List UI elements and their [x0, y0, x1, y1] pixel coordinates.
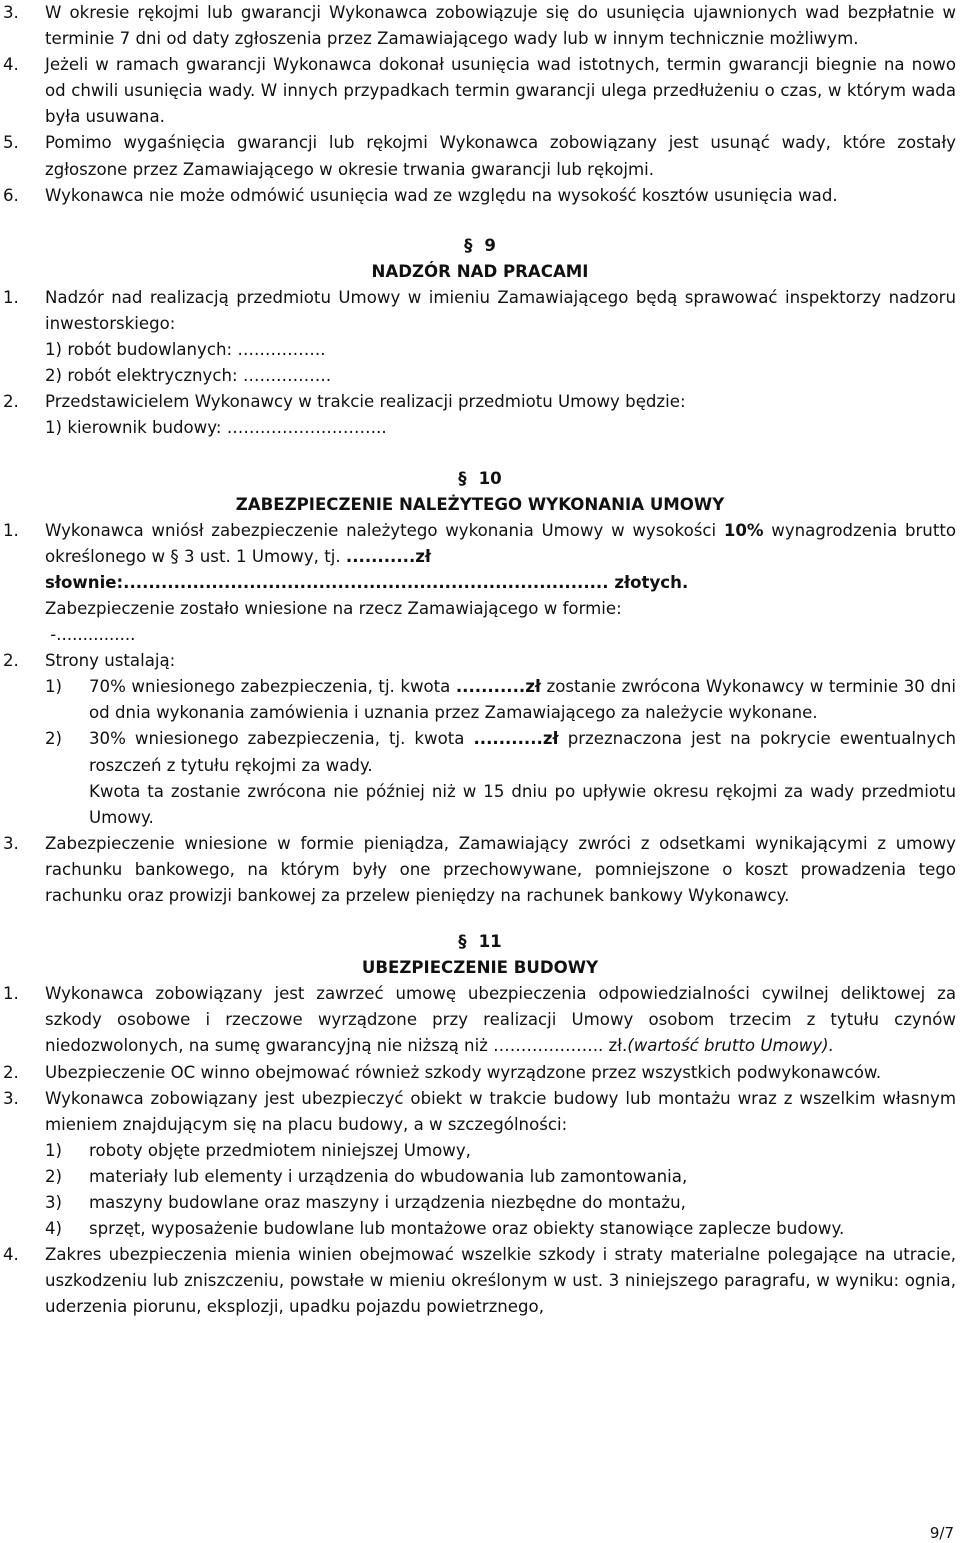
clause-number: 1. [3, 287, 19, 307]
section-number: § 10 [458, 468, 502, 488]
section-10 [0, 466, 960, 910]
sub-item: 2) materiały lub elementy i urządzenia do wbudowania lub zamontowania, [45, 1166, 688, 1186]
clause-number: 1. [3, 520, 19, 540]
section-title: ZABEZPIECZENIE NALEŻYTEGO WYKONANIA UMOWY [235, 494, 725, 514]
clause-number: 6. [3, 185, 19, 205]
clause [0, 1060, 960, 1086]
clause-number: 4. [3, 55, 19, 75]
clause-text: W okresie rękojmi lub gwarancji Wykonawca zobowiązuje się do usunięcia ujawnionych wad bezpłatnie w terminie 7 dni od daty zgłoszenia przez Zamawiającego wady lub w innym technicznie możliwym. [45, 3, 956, 49]
amount-blank: ...........zł [455, 677, 542, 697]
clause-text: Wykonawca zobowiązany jest zawrzeć umowę ubezpieczenia odpowiedzialności cywilnej deliktowej za szkody osobowe i rzeczowe wyrządzone przy realizacji Umowy osobom trzecim z tytułu czynów niedozwolonych, na sumę gwarancyjną nie niższą niż ……………….. zł. [45, 984, 956, 1056]
clause-number: 3. [3, 833, 19, 853]
section-title: NADZÓR NAD PRACAMI [371, 261, 589, 281]
sub-item: 1) 70% wniesionego zabezpieczenia, tj. kwota ...........zł zostanie zwrócona Wykonawcy w terminie 30 dni od dnia wykonania zamówienia i uznania przez Zamawiającego za należycie wykonane. [45, 677, 956, 723]
section-symbol: § [458, 932, 467, 952]
sub-item: 1) kierownik budowy: ……………………….. [45, 418, 387, 438]
sub-item: 1) roboty objęte przedmiotem niniejszej Umowy, [45, 1140, 471, 1160]
clause-text: Zakres ubezpieczenia mienia winien obejmować wszelkie szkody i straty materialne polegające na utracie, uszkodzeniu lub zniszczeniu, powstałe w mieniu określonym w ust. 3 niniejszego paragrafu, w wyniku: ognia, uderzenia piorunu, eksplozji, upadku pojazdu powietrznego, [45, 1245, 956, 1317]
section-number: § 11 [458, 932, 502, 952]
amount-words-blank: słownie:............................................................................. [45, 572, 609, 592]
clause-number: 1. [3, 984, 19, 1004]
sub-item: 2) 30% wniesionego zabezpieczenia, tj. kwota ...........zł przeznaczona jest na pokrycie ewentualnych roszczeń z tytułu rękojmi za wady. Kwota ta zostanie zwrócona nie później niż w 15 dniu po upływie okresu rękojmi za wady przedmiotu Umowy. [45, 729, 956, 827]
clause-number: 5. [3, 133, 19, 153]
clause-number: 4. [3, 1245, 19, 1265]
clause-text: Zabezpieczenie wniesione w formie pieniądza, Zamawiający zwróci z odsetkami wynikającymi z umowy rachunku bankowego, na którym były one przechowywane, pomniejszone o koszt prowadzenia tego rachunku oraz prowizji bankowej za przelew pieniędzy na rachunek bankowy Wykonawcy. [45, 833, 956, 905]
clause-number: 3. [3, 3, 19, 22]
page-number: 9/7 [929, 1524, 954, 1542]
clause-text: Nadzór nad realizacją przedmiotu Umowy w imieniu Zamawiającego będą sprawować inspektorzy nadzoru inwestorskiego: [45, 287, 956, 334]
clause [0, 183, 960, 209]
clause-number: 2. [3, 651, 19, 671]
sub-item: 1) robót budowlanych: ……………. [45, 340, 326, 360]
clause-text: Jeżeli w ramach gwarancji Wykonawca dokonał usunięcia wad istotnych, termin gwarancji biegnie na nowo od chwili usunięcia wady. W innych przypadkach termin gwarancji ulega przedłużeniu o czas, w którym wada była usuwana. [45, 55, 956, 127]
section-title: UBEZPIECZENIE BUDOWY [361, 958, 599, 978]
clause-number: 2. [3, 1062, 19, 1082]
clause [0, 389, 960, 441]
clause [0, 0, 960, 52]
amount-blank: ...........zł [473, 729, 559, 749]
section-symbol: § [170, 546, 179, 566]
section-11 [0, 929, 960, 1320]
clause-text: Ubezpieczenie OC winno obejmować również szkody wyrządzone przez wszystkich podwykonawców. [45, 1062, 882, 1082]
sub-item: 4) sprzęt, wyposażenie budowlane lub montażowe oraz obiekty stanowiące zaplecze budowy. [45, 1219, 845, 1239]
clause: 1. Wykonawca zobowiązany jest zawrzeć umowę ubezpieczenia odpowiedzialności cywilnej deliktowej za szkody osobowe i rzeczowe wyrządzone przy realizacji Umowy osobom trzecim z tytułu czynów niedozwolonych, na sumę gwarancyjną nie niższą niż ……………….. zł.(wartość brutto Umowy). [0, 981, 960, 1059]
clause-number: 3. [3, 1088, 19, 1108]
clause [0, 831, 960, 909]
clause [0, 648, 960, 831]
section-symbol: § [458, 468, 467, 488]
percentage: 10% [723, 520, 764, 540]
clause [0, 130, 960, 182]
form-blank: -............... [50, 625, 136, 645]
clause-text: Pomimo wygaśnięcia gwarancji lub rękojmi Wykonawca zobowiązany jest usunąć wady, które zostały zgłoszone przez Zamawiającego w okresie trwania gwarancji lub rękojmi. [45, 133, 956, 179]
sub-item: 3) maszyny budowlane oraz maszyny i urządzenia niezbędne do montażu, [45, 1193, 686, 1213]
clause-text: Przedstawicielem Wykonawcy w trakcie realizacji przedmiotu Umowy będzie: [45, 392, 686, 412]
clause [0, 52, 960, 130]
sub-item: 2) robót elektrycznych: ……………. [45, 366, 332, 386]
intro-clauses [0, 0, 960, 209]
clause-number: 2. [3, 392, 19, 412]
section-number: § 9 [464, 235, 496, 255]
clause-text: Wykonawca nie może odmówić usunięcia wad ze względu na wysokość kosztów usunięcia wad. [45, 185, 838, 205]
clause: 1. Wykonawca wniósł zabezpieczenie należytego wykonania Umowy w wysokości 10% wynagrodzenia brutto określonego w § 3 ust. 1 Umowy, tj. ...........zł słownie:............................................................................. złotych. Zabezpieczenie zostało wniesione na rzecz Zamawiającego w formie: -............... [0, 518, 960, 648]
clause [0, 285, 960, 389]
clause [0, 1242, 960, 1320]
section-symbol: § [464, 235, 473, 255]
section-9 [0, 233, 960, 442]
clause-text: Strony ustalają: [45, 651, 176, 671]
clause-text: Wykonawca zobowiązany jest ubezpieczyć obiekt w trakcie budowy lub montażu wraz z wszelkim własnym mieniem znajdującym się na placu budowy, a w szczególności: [45, 1088, 956, 1134]
clause [0, 1086, 960, 1243]
amount-blank: ...........zł [345, 546, 432, 566]
